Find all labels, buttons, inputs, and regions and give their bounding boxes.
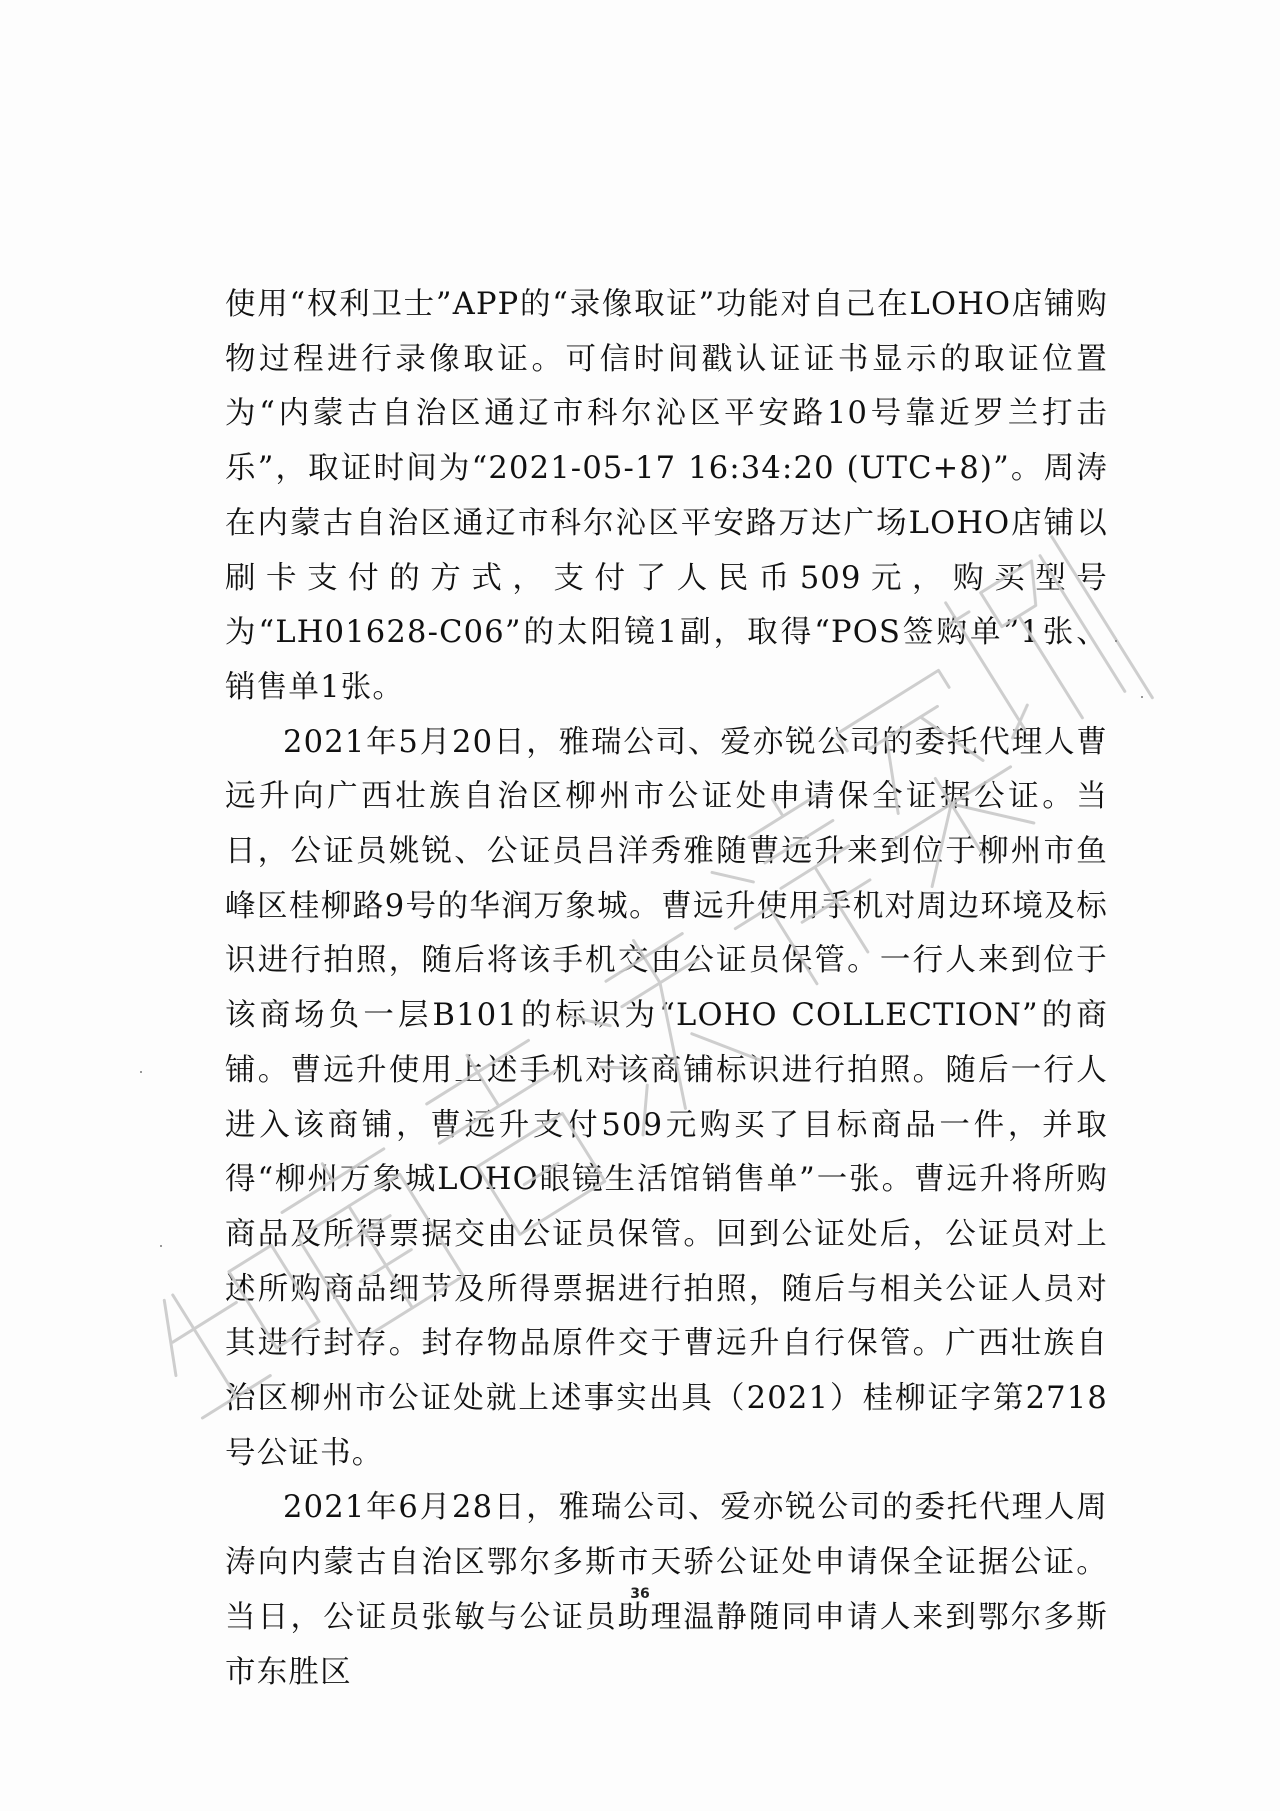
body-text [225,278,1108,1700]
scan-artifact [1115,640,1117,642]
paragraph-1: 使用“权利卫士”APP的“录像取证”功能对自己在LOHO店铺购物过程进行录像取证。可信时间戳认证证书显示的取证位置为“内蒙古自治区通辽市科尔沁区平安路10号靠近罗兰打击乐”，取证时间为“2021-05-17 16:34:20 (UTC+8)”。周涛在内蒙古自治区通辽市科尔沁区平安路万达广场LOHO店铺以刷卡支付的方式，支付了人民币509元，购买型号为“LH01628-C06”的太阳镜1副，取得“POS签购单”1张、销售单1张。 [225,287,1108,705]
scan-artifact [160,1245,162,1247]
paragraph-3: 2021年6月28日，雅瑞公司、爱亦锐公司的委托代理人周涛向内蒙古自治区鄂尔多斯市天骄公证处申请保全证据公证。当日，公证员张敏与公证员助理温静随同申请人来到鄂尔多斯市东胜区 [225,1490,1108,1690]
page-number: 36 [630,1586,650,1602]
paragraph-2: 2021年5月20日，雅瑞公司、爱亦锐公司的委托代理人曹远升向广西壮族自治区柳州市公证处申请保全证据公证。当日，公证员姚锐、公证员吕洋秀雅随曹远升来到位于柳州市鱼峰区桂柳路9号的华润万象城。曹远升使用手机对周边环境及标识进行拍照，随后将该手机交由公证员保管。一行人来到位于该商场负一层B101的标识为“LOHO COLLECTION”的商铺。曹远升使用上述手机对该商铺标识进行拍照。随后一行人进入该商铺，曹远升支付509元购买了目标商品一件，并取得“柳州万象城LOHO眼镜生活馆销售单”一张。曹远升将所购商品及所得票据交由公证员保管。回到公证处后，公证员对上述所购商品细节及所得票据进行拍照，随后与相关公证人员对其进行封存。封存物品原件交于曹远升自行保管。广西壮族自治区柳州市公证处就上述事实出具（2021）桂柳证字第2718号公证书。 [225,724,1108,1471]
scan-artifact [140,1071,142,1073]
scan-artifact [1141,696,1143,698]
